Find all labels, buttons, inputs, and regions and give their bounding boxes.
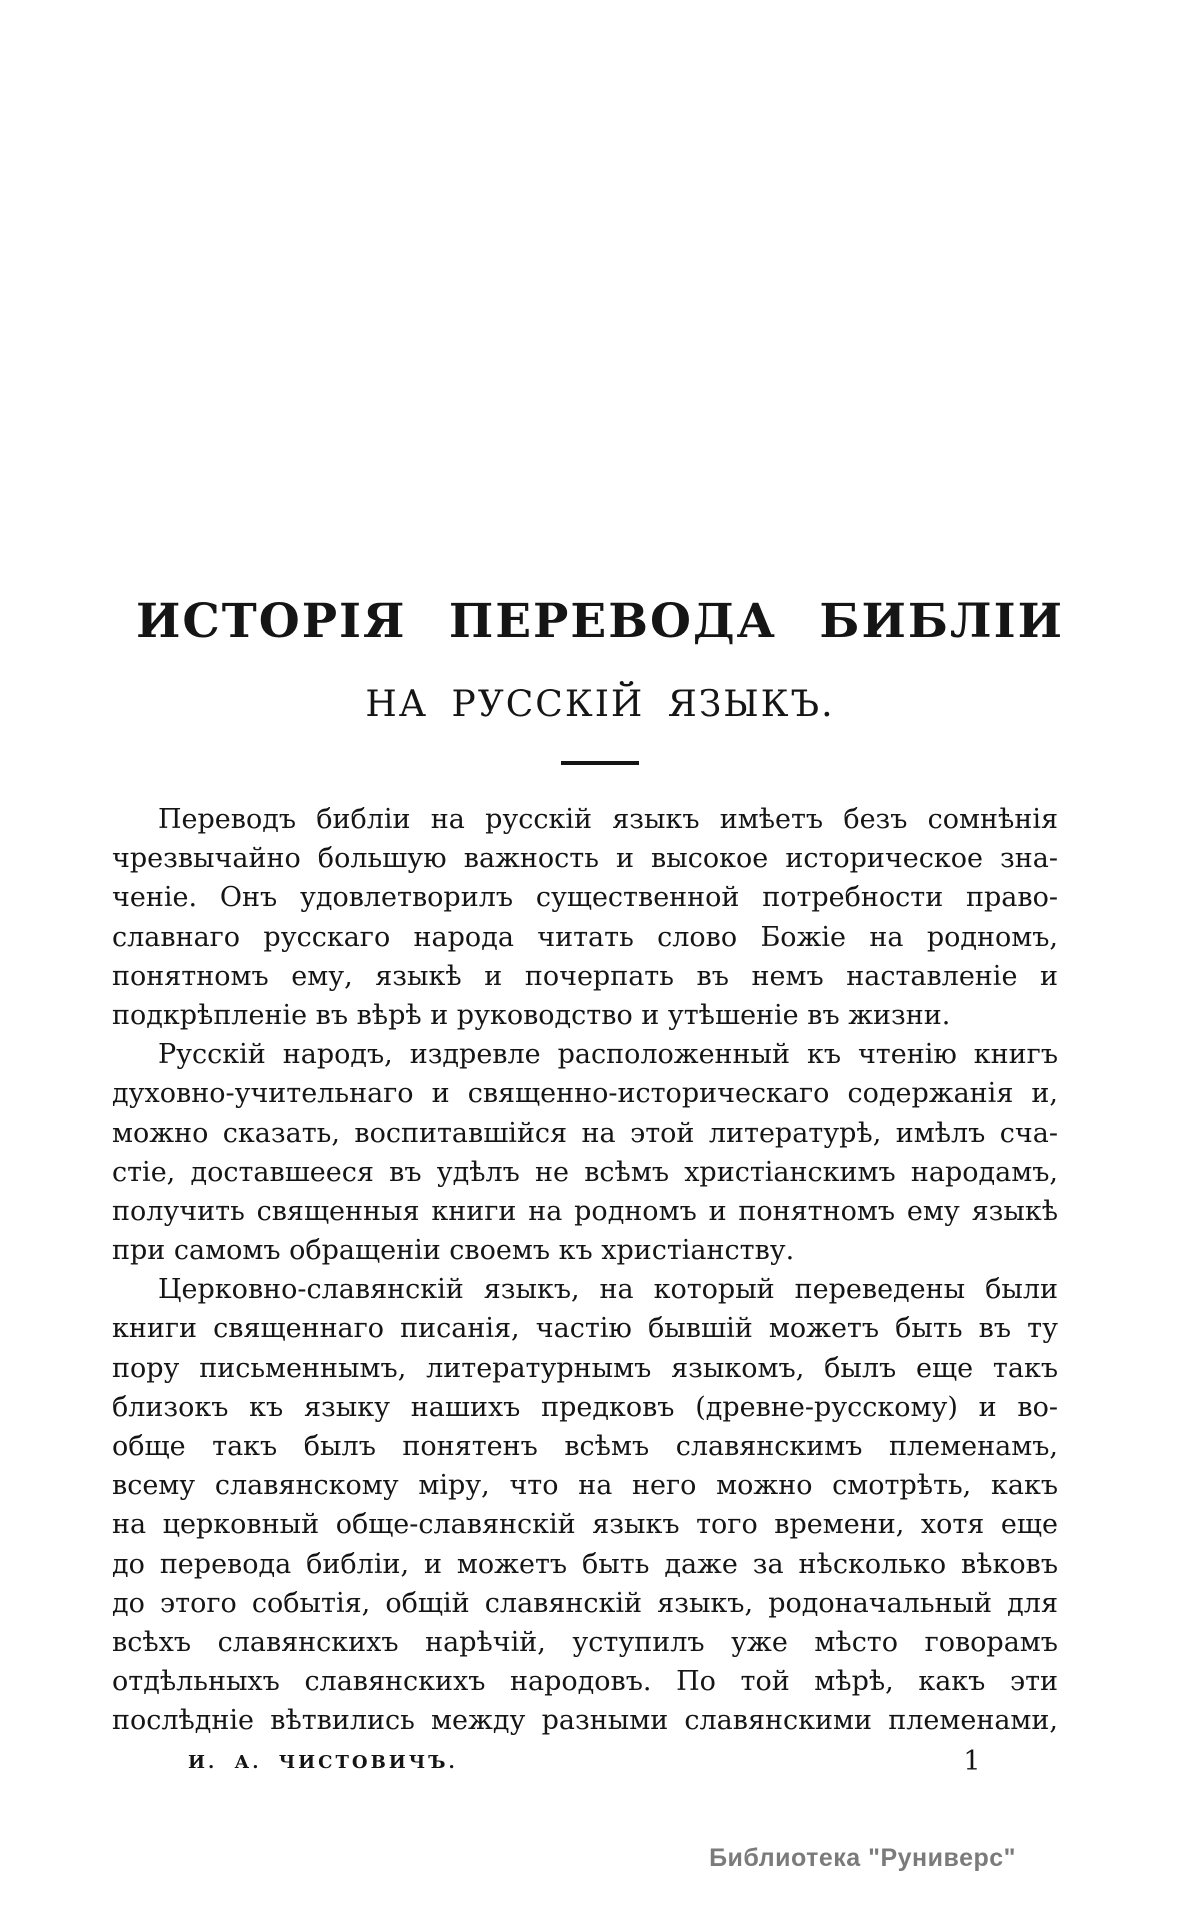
text-line: получить священныя книги на родномъ и понятномъ ему языкѣ: [112, 1195, 1058, 1227]
page-number: 1: [963, 1746, 981, 1777]
title-divider-rule: [561, 761, 639, 765]
text-line: понятномъ ему, языкѣ и почерпать въ немъ наставленіе и: [112, 960, 1058, 992]
text-line: пору письменнымъ, литературнымъ языкомъ, былъ еще такъ: [112, 1352, 1058, 1384]
text-line: Церковно-славянскій языкъ, на который переведены были: [158, 1274, 1058, 1306]
text-line: духовно-учительнаго и священно-историческаго содержанія и,: [112, 1078, 1058, 1110]
body-text-block: [112, 800, 1058, 1741]
text-line: Переводъ библіи на русскій языкъ имѣетъ безъ сомнѣнія: [158, 804, 1058, 835]
text-line: книги священнаго писанія, частію бывшій можетъ быть въ ту: [112, 1313, 1058, 1345]
text-line: отдѣльныхъ славянскихъ народовъ. По той мѣрѣ, какъ эти: [112, 1666, 1058, 1698]
text-line: чрезвычайно большую важность и высокое историческое зна-: [112, 843, 1058, 875]
text-line: близокъ къ языку нашихъ предковъ (древне-русскому) и во-: [112, 1391, 1058, 1423]
text-line: послѣдніе вѣтвились между разными славянскими племенами,: [112, 1705, 1058, 1737]
text-line: при самомъ обращеніи своемъ къ христіанству.: [112, 1235, 795, 1267]
text-line: до перевода библіи, и можетъ быть даже за нѣсколько вѣковъ: [112, 1548, 1058, 1580]
text-line: на церковный обще-славянскій языкъ того времени, хотя еще: [112, 1509, 1058, 1541]
text-line: можно сказать, воспитавшійся на этой литературѣ, имѣлъ сча-: [112, 1117, 1058, 1149]
text-line: до этого событія, общій славянскій языкъ, родоначальный для: [112, 1587, 1058, 1619]
text-line: ченіе. Онъ удовлетворилъ существенной потребности право-: [112, 882, 1058, 914]
text-line: обще такъ былъ понятенъ всѣмъ славянскимъ племенамъ,: [112, 1431, 1058, 1462]
text-line: славнаго русскаго народа читать слово Божіе на родномъ,: [112, 921, 1058, 953]
text-line: всему славянскому міру, что на него можно смотрѣть, какъ: [112, 1470, 1058, 1502]
text-line: всѣхъ славянскихъ нарѣчій, уступилъ уже мѣсто говорамъ: [112, 1626, 1058, 1658]
text-line: Русскій народъ, издревле расположенный къ чтенію книгъ: [158, 1039, 1058, 1071]
library-watermark: Библиотека "Руниверс": [709, 1844, 1016, 1872]
text-line: стіе, доставшееся въ удѣлъ не всѣмъ христіанскимъ народамъ,: [112, 1156, 1058, 1188]
footer-author-signature: И. А. ЧИСТОВИЧЪ.: [188, 1752, 458, 1773]
page-title: ИСТОРІЯ ПЕРЕВОДА БИБЛІИ: [135, 594, 1065, 649]
text-line: подкрѣпленіе въ вѣрѣ и руководство и утѣшеніе въ жизни.: [112, 999, 951, 1031]
page-subtitle: НА РУССКІЙ ЯЗЫКЪ.: [365, 684, 835, 725]
